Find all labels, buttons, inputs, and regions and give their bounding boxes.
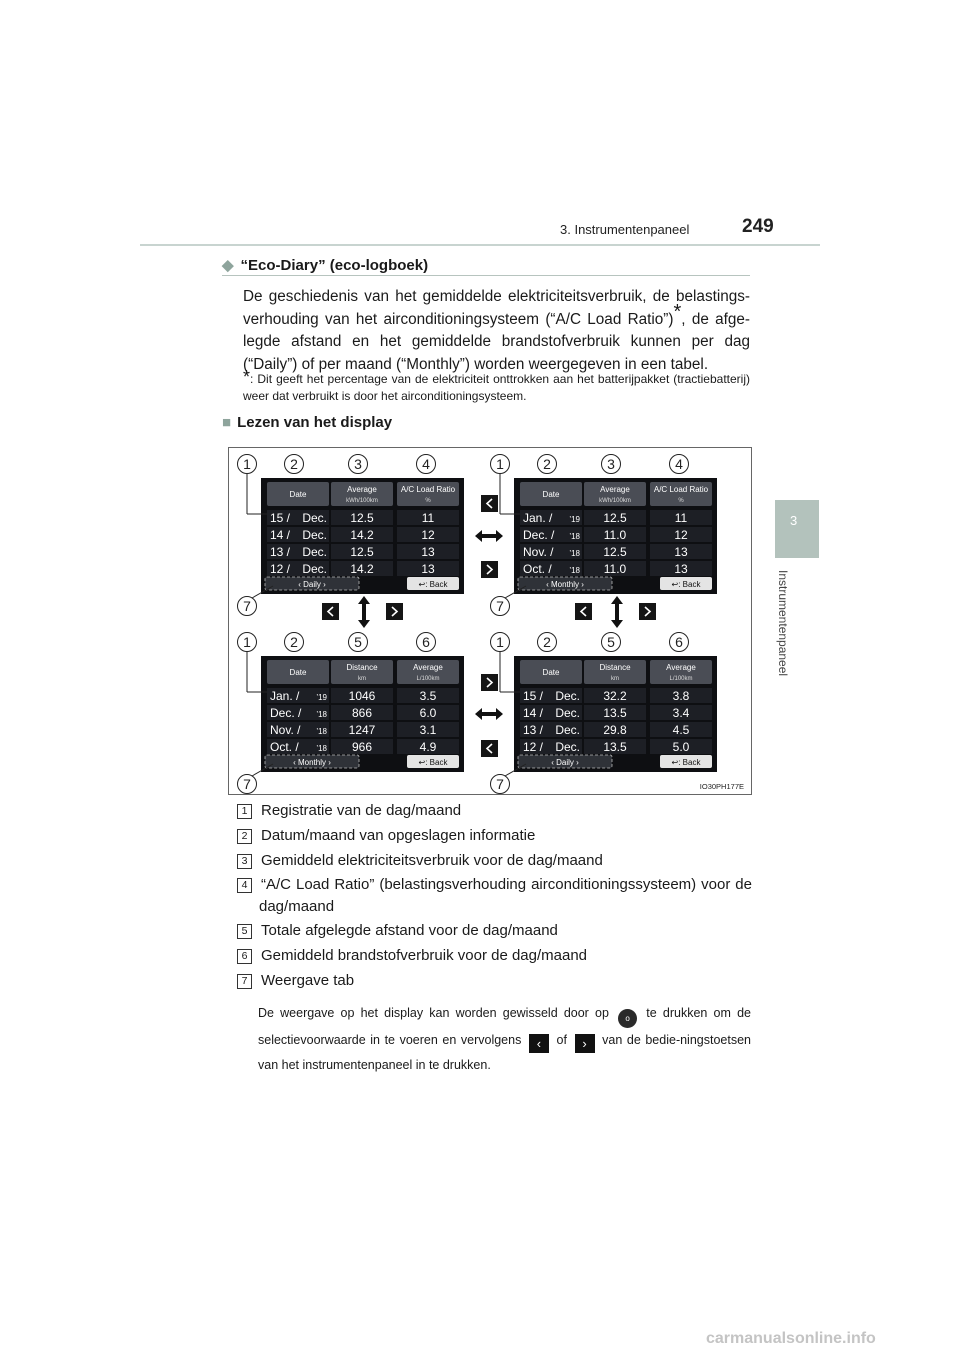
switch-vertical-icon (611, 596, 623, 628)
right-arrow-icon (386, 603, 403, 620)
row-value-2: 13 (674, 562, 688, 576)
ok-button-icon: o (618, 1009, 637, 1028)
callout-number: 7 (496, 598, 504, 614)
left-arrow-button-icon: ‹ (529, 1034, 549, 1053)
row-date-sub: ’18 (316, 744, 327, 753)
column-header-label: A/C Load Ratio (653, 485, 709, 494)
right-arrow-button-icon: › (575, 1034, 595, 1053)
row-value-2: 13 (421, 562, 435, 576)
row-date-sub: Dec. (302, 545, 327, 559)
callout-number: 5 (607, 634, 615, 650)
back-button-label: ↩: Back (671, 758, 701, 767)
callout-number: 4 (422, 456, 430, 472)
display-panel (261, 478, 464, 594)
row-date-main: 15 / (523, 689, 544, 703)
row-date-main: 12 / (270, 562, 291, 576)
legend-number: 2 (237, 829, 252, 844)
row-value-2: 12 (421, 528, 435, 542)
chapter-tab-label: Instrumentenpaneel (776, 570, 790, 677)
legend-text: Gemiddeld brandstofverbruik voor de dag/maand (261, 947, 588, 964)
row-value-2: 13 (421, 545, 435, 559)
row-value-2: 6.0 (419, 706, 437, 720)
switch-horizontal-icon (475, 708, 503, 720)
column-header-label: A/C Load Ratio (400, 485, 456, 494)
row-date-sub: Dec. (555, 723, 580, 737)
footnote-marker: * (673, 300, 682, 323)
row-date-sub: ’18 (316, 727, 327, 736)
row-date-sub: ’19 (569, 515, 580, 524)
row-date-sub: Dec. (555, 689, 580, 703)
legend-item (237, 825, 752, 847)
chapter-tab (775, 500, 819, 558)
callout-number: 7 (243, 598, 251, 614)
legend-number: 5 (237, 924, 252, 939)
row-value-1: 14.2 (350, 528, 374, 542)
left-arrow-icon (575, 603, 592, 620)
display-panel (261, 656, 464, 772)
legend-text: Datum/maand van opgeslagen informatie (261, 827, 536, 844)
column-header-label: Date (542, 490, 560, 499)
callout-number: 1 (243, 634, 251, 650)
callout-number: 2 (543, 634, 551, 650)
callout-number: 3 (354, 456, 362, 472)
chapter-tab-number: 3 (790, 513, 798, 528)
legend-number: 6 (237, 949, 252, 964)
callout-number: 1 (243, 456, 251, 472)
row-date-main: Nov. / (523, 545, 554, 559)
display-panel (514, 478, 717, 594)
row-date-sub: ’18 (569, 532, 580, 541)
legend-item (237, 874, 752, 918)
display-tab-label: ‹ Daily › (551, 758, 579, 767)
column-unit-label: L/100km (669, 676, 693, 682)
row-value-1: 29.8 (603, 723, 627, 737)
callout-number: 7 (243, 776, 251, 792)
row-value-1: 13.5 (603, 706, 627, 720)
row-date-main: 14 / (270, 528, 291, 542)
switch-note (258, 1001, 751, 1078)
note-text-3: of (556, 1033, 567, 1047)
diamond-icon: ◆ (222, 257, 234, 274)
column-unit-label: L/100km (416, 676, 440, 682)
column-header-label: Average (600, 485, 630, 494)
row-value-1: 13.5 (603, 740, 627, 754)
column-unit-label: km (611, 676, 619, 682)
right-arrow-icon (481, 561, 498, 578)
row-date-sub: ’18 (316, 710, 327, 719)
row-value-1: 14.2 (350, 562, 374, 576)
row-value-2: 3.8 (672, 689, 690, 703)
row-value-2: 11 (421, 511, 435, 525)
column-header-label: Date (289, 490, 307, 499)
left-arrow-icon (481, 495, 498, 512)
legend-text: Registratie van de dag/maand (261, 802, 462, 819)
note-text-4: van de bedie-ningstoetsen van het instrumentenpaneel in te drukken. (258, 1033, 751, 1072)
legend-text: Gemiddeld elektriciteitsverbruik voor de dag/maand (261, 852, 603, 869)
row-date-sub: Dec. (302, 511, 327, 525)
row-value-2: 3.4 (672, 706, 690, 720)
page-number: 249 (742, 216, 774, 237)
footnote-text: : Dit geeft het percentage van de elektriciteit onttrokken aan het batterijpakket (tractiebatterij) weer dat verbruikt is door het airconditioningsysteem. (243, 372, 750, 403)
display-panel (514, 656, 717, 772)
row-date-main: 14 / (523, 706, 544, 720)
row-date-sub: ’19 (316, 693, 327, 702)
back-button-label: ↩: Back (418, 580, 448, 589)
legend-text: Weergave tab (261, 972, 355, 989)
row-date-sub: ’18 (569, 566, 580, 575)
row-date-sub: Dec. (302, 562, 327, 576)
row-value-2: 3.1 (419, 723, 437, 737)
row-date-main: Dec. / (523, 528, 555, 542)
row-value-2: 11 (674, 511, 688, 525)
row-date-main: 13 / (523, 723, 544, 737)
row-value-1: 11.0 (603, 528, 627, 542)
row-value-2: 3.5 (419, 689, 437, 703)
row-value-1: 12.5 (603, 545, 627, 559)
callout-number: 2 (290, 634, 298, 650)
callout-number: 3 (607, 456, 615, 472)
right-arrow-icon (639, 603, 656, 620)
callout-number: 6 (422, 634, 430, 650)
section-heading (222, 256, 428, 274)
row-value-1: 12.5 (350, 545, 374, 559)
intro-text-2: , de afge-legde afstand en het gemiddelde brandstofverbruik kunnen per dag (“Daily”) of per maand (“Monthly”) worden weergegeven in een tabel. (243, 310, 750, 373)
left-arrow-icon (322, 603, 339, 620)
display-tab-label: ‹ Monthly › (293, 758, 331, 767)
legend-item (237, 920, 752, 942)
column-header-label: Average (413, 663, 443, 672)
chapter-title: 3. Instrumentenpaneel (560, 222, 690, 237)
display-tab-label: ‹ Monthly › (546, 580, 584, 589)
legend-item (237, 945, 752, 967)
row-value-2: 5.0 (672, 740, 690, 754)
intro-paragraph (243, 286, 750, 376)
legend-text: Totale afgelegde afstand voor de dag/maand (261, 922, 558, 939)
section-divider (222, 275, 750, 276)
column-unit-label: kWh/100km (346, 498, 378, 504)
callout-number: 4 (675, 456, 683, 472)
display-illustration (229, 448, 751, 794)
square-bullet-icon: ■ (222, 414, 232, 431)
row-date-main: 12 / (523, 740, 544, 754)
switch-vertical-icon (358, 596, 370, 628)
row-date-main: Oct. / (523, 562, 552, 576)
row-date-main: Nov. / (270, 723, 301, 737)
row-value-2: 13 (674, 545, 688, 559)
row-value-1: 866 (351, 706, 373, 720)
header-divider (140, 244, 820, 246)
column-header-label: Distance (346, 663, 378, 672)
note-text-1: De weergave op het display kan worden gewisseld door op (258, 1006, 609, 1020)
row-value-2: 4.9 (419, 740, 437, 754)
display-tab-label: ‹ Daily › (298, 580, 326, 589)
note-text-2: te drukken om de selectievoorwaarde in te voeren en vervolgens (258, 1006, 751, 1047)
row-value-1: 12.5 (603, 511, 627, 525)
legend-item (237, 800, 752, 822)
legend-number: 7 (237, 974, 252, 989)
row-value-1: 32.2 (603, 689, 627, 703)
row-date-sub: ’18 (569, 549, 580, 558)
subsection-heading (222, 414, 392, 431)
row-date-main: Oct. / (270, 740, 299, 754)
watermark: carmanualsonline.info (706, 1330, 876, 1347)
legend-number: 4 (237, 878, 252, 893)
left-arrow-icon (481, 740, 498, 757)
row-value-2: 4.5 (672, 723, 690, 737)
callout-number: 7 (496, 776, 504, 792)
legend-number: 3 (237, 854, 252, 869)
section-heading-text: “Eco-Diary” (eco-logboek) (240, 257, 429, 274)
back-button-label: ↩: Back (418, 758, 448, 767)
column-header-label: Date (289, 668, 307, 677)
right-arrow-icon (481, 674, 498, 691)
figure-code: IO30PH177E (699, 782, 744, 791)
row-value-1: 12.5 (350, 511, 374, 525)
row-date-main: Jan. / (270, 689, 300, 703)
row-date-main: 13 / (270, 545, 291, 559)
column-header-label: Date (542, 668, 560, 677)
footnote-star: * (243, 367, 251, 387)
row-date-main: Dec. / (270, 706, 302, 720)
column-unit-label: % (425, 498, 431, 504)
intro-text-1: De geschiedenis van het gemiddelde elektriciteitsverbruik, de belastings-verhouding van het airconditioningsysteem (“A/C Load Ratio”) (243, 288, 750, 328)
column-unit-label: km (358, 676, 366, 682)
row-value-1: 966 (351, 740, 373, 754)
callout-number: 1 (496, 456, 504, 472)
legend-item (237, 850, 752, 872)
column-unit-label: % (678, 498, 684, 504)
row-value-1: 11.0 (603, 562, 627, 576)
callout-number: 5 (354, 634, 362, 650)
row-date-main: Jan. / (523, 511, 553, 525)
row-date-sub: Dec. (555, 740, 580, 754)
row-value-1: 1046 (348, 689, 376, 703)
footnote (243, 369, 750, 405)
column-header-label: Average (666, 663, 696, 672)
column-unit-label: kWh/100km (599, 498, 631, 504)
column-header-label: Distance (599, 663, 631, 672)
chapter-tab-label-wrap (776, 570, 807, 710)
callout-number: 2 (290, 456, 298, 472)
callout-number: 2 (543, 456, 551, 472)
display-figure (228, 447, 752, 795)
row-date-main: 15 / (270, 511, 291, 525)
column-header-label: Average (347, 485, 377, 494)
legend-number: 1 (237, 804, 252, 819)
callout-number: 1 (496, 634, 504, 650)
back-button-label: ↩: Back (671, 580, 701, 589)
row-value-2: 12 (674, 528, 688, 542)
legend-text: “A/C Load Ratio” (belastingsverhouding airconditioningssysteem) voor de dag/maand (259, 876, 752, 915)
subsection-heading-text: Lezen van het display (237, 414, 393, 431)
row-date-sub: Dec. (555, 706, 580, 720)
row-value-1: 1247 (348, 723, 376, 737)
switch-horizontal-icon (475, 530, 503, 542)
row-date-sub: Dec. (302, 528, 327, 542)
legend-item (237, 970, 752, 992)
callout-number: 6 (675, 634, 683, 650)
